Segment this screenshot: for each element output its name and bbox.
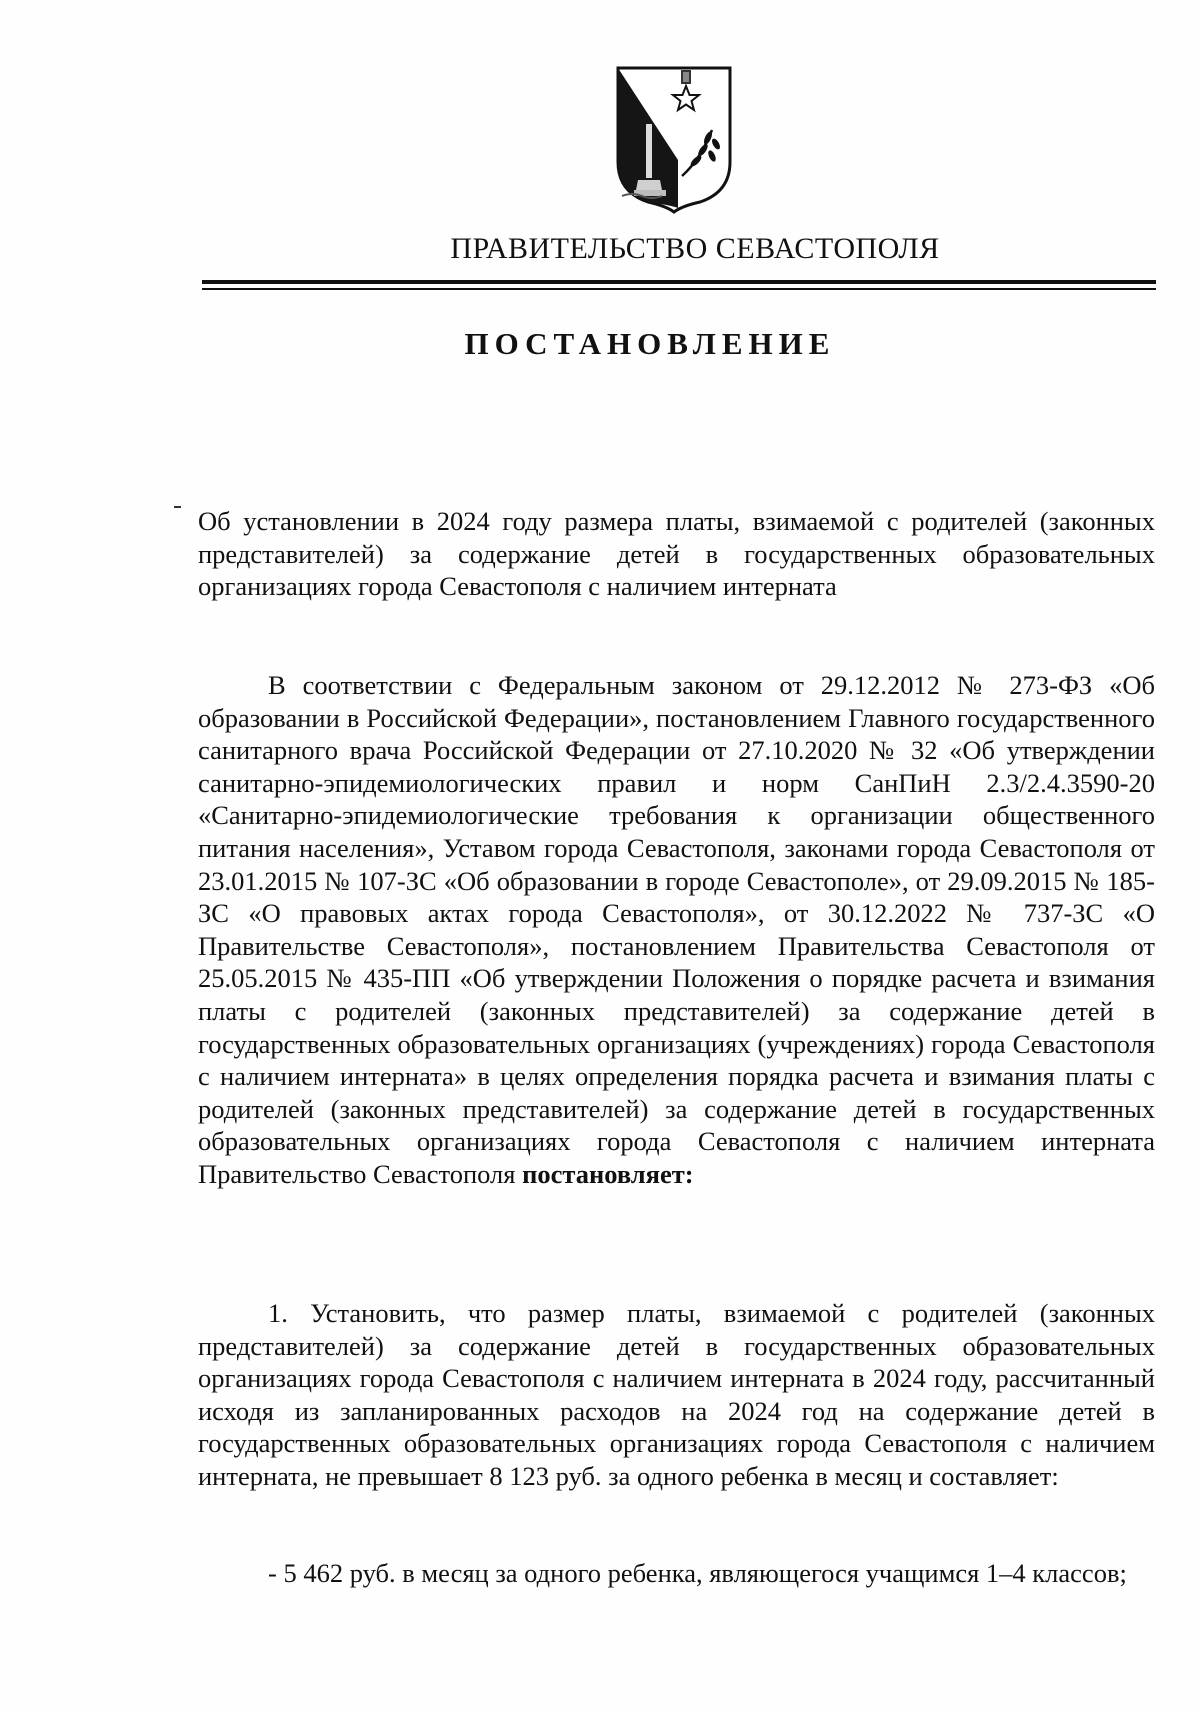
coat-of-arms-icon xyxy=(612,64,736,214)
item-1-bullet-1: - 5 462 руб. в месяц за одного ребенка, являющегося учащимся 1–4 классов; xyxy=(268,1558,1127,1588)
organization-title: ПРАВИТЕЛЬСТВО СЕВАСТОПОЛЯ xyxy=(450,232,940,265)
document-type-heading: ПОСТАНОВЛЕНИЕ xyxy=(464,326,836,361)
preamble-verb: постановляет: xyxy=(522,1158,694,1189)
header-divider-thick xyxy=(202,280,1156,284)
preamble-paragraph xyxy=(198,669,1155,1191)
header-divider-thin xyxy=(202,288,1156,290)
item-1-paragraph: 1. Установить, что размер платы, взимаемой с родителей (законных представителей) за содержание детей в государственных образовательных организациях города Севастополя с наличием интерната в 2024 году, рассчитанный исходя из запланированных расходов на 2024 год на содержание детей в государственных образовательных организациях города Севастополя с наличием интерната, не превышает 8 123 руб. за одного ребенка в месяц и составляет: xyxy=(198,1298,1155,1491)
document-subject: Об установлении в 2024 году размера платы, взимаемой с родителей (законных представителей) за содержание детей в государственных образовательных организациях города Севастополя с наличием интерната xyxy=(198,506,1155,602)
scan-mark xyxy=(174,506,181,508)
preamble-text: В соответствии с Федеральным законом от 29.12.2012 № 273-ФЗ «Об образовании в Российской Федерации», постановлением Главного государственного санитарного врача Российской Федерации от 27.10.2020 № 32 «Об утверждении санитарно-эпидемиологических правил и норм СанПиН 2.3/2.4.3590-20 «Санитарно-эпидемиологические требования к организации общественного питания населения», Уставом города Севастополя, законами города Севастополя от 23.01.2015 № 107-ЗС «Об образовании в городе Севастополе», от 29.09.2015 № 185-ЗС «О правовых актах города Севастополя», от 30.12.2022 № 737-ЗС «О Правительстве Севастополя», постановлением Правительства Севастополя от 25.05.2015 № 435-ПП «Об утверждении Положения о порядке расчета и взимания платы с родителей (законных представителей) за содержание детей в государственных образовательных организациях (учреждениях) города Севастополя с наличием интерната» в целях определения порядка расчета и взимания платы с родителей (законных представителей) за содержание детей в государственных образовательных организациях города Севастополя с наличием интерната Правительство Севастополя xyxy=(198,670,1155,1189)
